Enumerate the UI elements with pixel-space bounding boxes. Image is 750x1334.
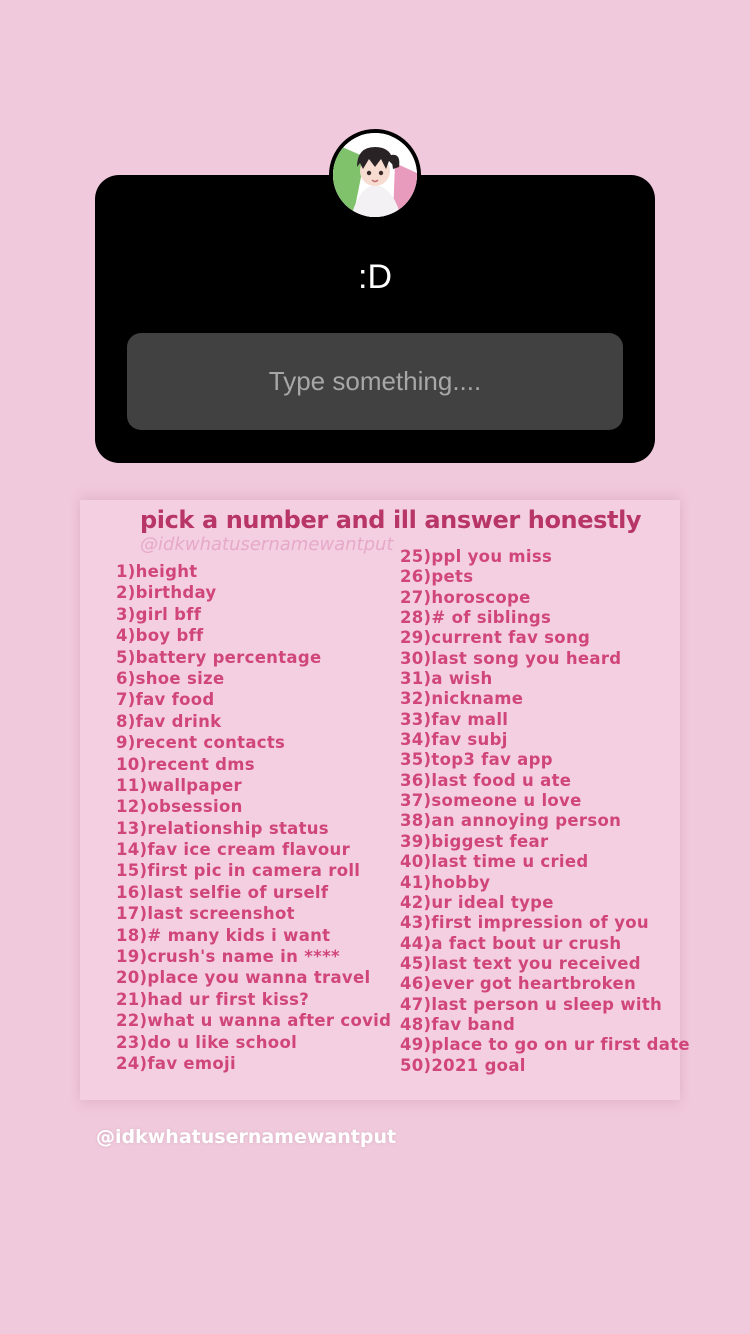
list-item: 46)ever got heartbroken	[400, 974, 637, 994]
list-item: 2)birthday	[116, 583, 217, 603]
question-list-left	[116, 561, 391, 1074]
list-item: 16)last selfie of urself	[116, 882, 329, 902]
list-item: 8)fav drink	[116, 711, 222, 731]
list-item: 26)pets	[400, 567, 474, 587]
list-item: 21)had ur first kiss?	[116, 989, 310, 1009]
list-item: 1)height	[116, 562, 198, 581]
list-item: 48)fav band	[400, 1014, 516, 1034]
list-item: 4)boy bff	[116, 626, 204, 646]
list-item: 13)relationship status	[116, 818, 329, 838]
list-item: 19)crush's name in ****	[116, 947, 340, 967]
list-item: 24)fav emoji	[116, 1053, 236, 1073]
list-item: 20)place you wanna travel	[116, 968, 371, 988]
question-list-right	[400, 547, 690, 1076]
list-item: 40)last time u cried	[400, 852, 589, 872]
question-text: :D	[358, 258, 392, 296]
list-item: 7)fav food	[116, 690, 215, 710]
list-item: 18)# many kids i want	[116, 925, 331, 945]
list-item: 32)nickname	[400, 689, 524, 709]
list-item: 39)biggest fear	[400, 831, 549, 851]
list-item: 37)someone u love	[400, 791, 582, 811]
list-item: 33)fav mall	[400, 709, 509, 729]
list-item: 42)ur ideal type	[400, 892, 554, 912]
list-item: 47)last person u sleep with	[400, 994, 663, 1014]
list-item: 34)fav subj	[400, 730, 508, 750]
list-item: 10)recent dms	[116, 754, 255, 774]
list-item: 12)obsession	[116, 797, 243, 817]
list-item: 22)what u wanna after covid	[116, 1011, 392, 1031]
list-item: 6)shoe size	[116, 668, 225, 688]
template-credit: @idkwhatusernamewantput	[140, 534, 394, 555]
list-item: 41)hobby	[400, 872, 491, 892]
list-item: 5)battery percentage	[116, 647, 322, 667]
list-item: 30)last song you heard	[400, 648, 622, 668]
list-item: 9)recent contacts	[116, 733, 286, 753]
list-item: 28)# of siblings	[400, 608, 552, 628]
mention-sticker[interactable]: @idkwhatusernamewantput	[96, 1126, 397, 1148]
template-title: pick a number and ill answer honestly	[140, 506, 642, 534]
list-item: 27)horoscope	[400, 587, 531, 607]
question-response-input[interactable]: Type something....	[127, 333, 623, 430]
list-item: 14)fav ice cream flavour	[116, 840, 351, 860]
list-item: 3)girl bff	[116, 604, 202, 624]
list-item: 43)first impression of you	[400, 913, 649, 933]
list-item: 36)last food u ate	[400, 770, 572, 790]
list-item: 31)a wish	[400, 669, 493, 689]
list-item: 25)ppl you miss	[400, 547, 553, 566]
list-item: 15)first pic in camera roll	[116, 861, 361, 881]
avatar	[329, 129, 421, 221]
list-item: 23)do u like school	[116, 1032, 298, 1052]
list-item: 35)top3 fav app	[400, 750, 553, 770]
avatar-image	[333, 133, 417, 217]
anime-avatar-icon	[333, 133, 417, 217]
template-image	[80, 500, 690, 1100]
list-item: 49)place to go on ur first date	[400, 1035, 690, 1055]
list-item: 29)current fav song	[400, 628, 591, 648]
list-item: 17)last screenshot	[116, 904, 295, 924]
list-item: 50)2021 goal	[400, 1055, 526, 1075]
list-item: 45)last text you received	[400, 953, 641, 973]
list-item: 11)wallpaper	[116, 775, 242, 795]
list-item: 38)an annoying person	[400, 811, 622, 831]
list-item: 44)a fact bout ur crush	[400, 933, 622, 953]
